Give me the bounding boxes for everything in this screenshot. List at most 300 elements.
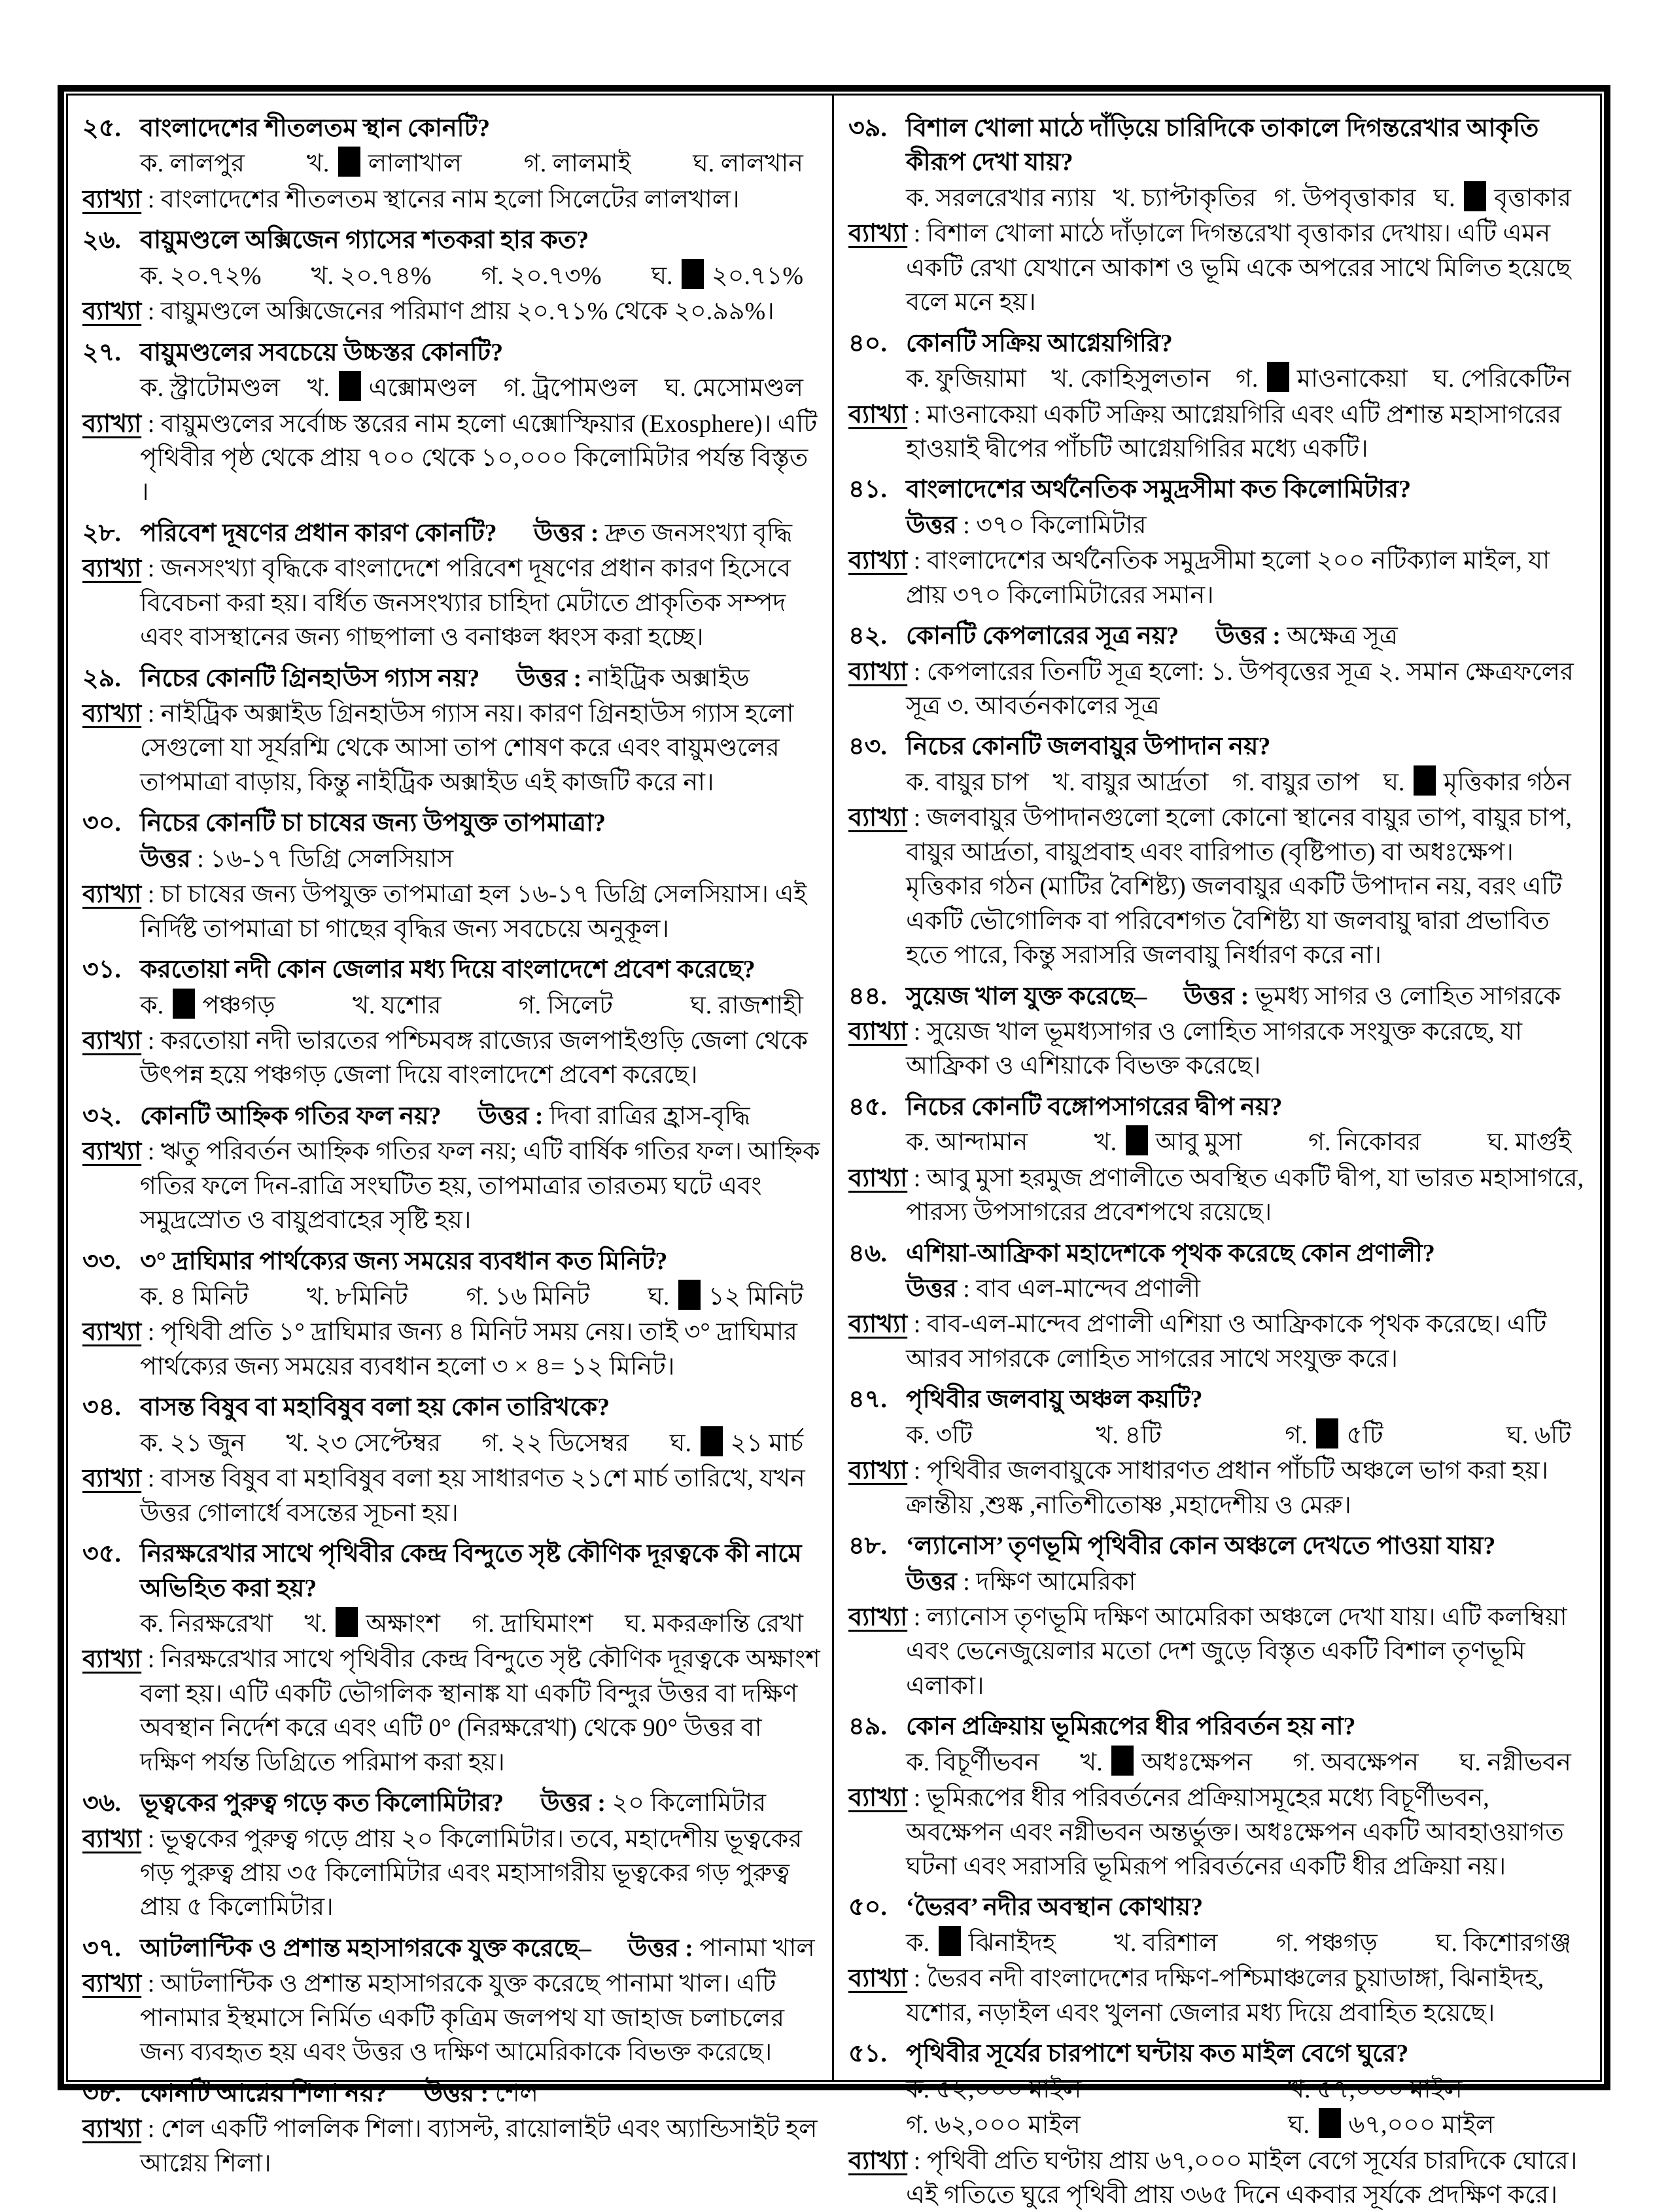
question-line (82, 516, 820, 550)
option (690, 989, 803, 1023)
correct-answer-marker (678, 1280, 701, 1310)
option-text: ২০.৭৪% (340, 262, 432, 290)
explanation-label: ব্যাখ্যা (82, 1465, 141, 1492)
question-block (848, 729, 1588, 972)
question-number: ৩৩. (82, 1244, 140, 1278)
option-text: ১৬ মিনিট (495, 1283, 589, 1310)
explanation-label: ব্যাখ্যা (848, 1457, 907, 1484)
inline-answer: উত্তর : শেল (423, 2080, 538, 2107)
option-label: ঘ. (1506, 1422, 1528, 1449)
question-number: ৪৯. (848, 1710, 906, 1744)
options-row (906, 765, 1588, 799)
question-number: ৪২. (848, 619, 906, 653)
explanation-line: ব্যাখ্যা : আবু মুসা হরমুজ প্রণালীতে অবস্থিত একটি দ্বীপ, যা ভারত মহাসাগরে, পারস্য উপসাগরের প্রবেশপথে রয়েছে। (848, 1161, 1588, 1230)
answer-label: উত্তর (423, 2080, 474, 2107)
option-label: ক. (906, 1422, 930, 1449)
answer-line: উত্তর : ৩৭০ কিলোমিটার (906, 508, 1588, 542)
option-label: ক. (906, 184, 930, 212)
explanation-label: ব্যাখ্যা (848, 1784, 907, 1812)
option (906, 1125, 1028, 1159)
option-label: খ. (1094, 1129, 1117, 1156)
correct-answer-marker (1126, 1125, 1148, 1155)
sheet-inner-border (66, 94, 1602, 2082)
question-number: ২৫. (82, 111, 140, 145)
question-line (848, 1090, 1588, 1124)
question-number: ২৯. (82, 661, 140, 695)
option-text: ৪ মিনিট (170, 1283, 249, 1310)
question-number: ৩৬. (82, 1786, 140, 1820)
answer-value: দক্ষিণ আমেরিকা (976, 1568, 1136, 1596)
option-label: ক. (140, 262, 164, 290)
explanation-text: পৃথিবীর জলবায়ুকে সাধারণত প্রধান পাঁচটি অঞ্চলে ভাগ করা হয়। ক্রান্তীয় ,শুষ্ক ,নাতিশীতোষ্ণ ,মহাদেশীয় ও মেরু। (906, 1457, 1548, 1519)
option (906, 1926, 1056, 1960)
option-text: সরলরেখার ন্যায় (936, 184, 1096, 212)
explanation-label: ব্যাখ্যা (82, 1027, 141, 1055)
option-label: ঘ. (1434, 184, 1455, 212)
correct-answer-marker (336, 1607, 358, 1637)
options-row (906, 1418, 1588, 1452)
option-text: ২১ জুন (170, 1430, 246, 1457)
question-text: নিরক্ষরেখার সাথে পৃথিবীর কেন্দ্র বিন্দুতে সৃষ্ট কৌণিক দূরত্বকে কী নামে অভিহিত করা হয়? (140, 1540, 802, 1602)
explanation-label: ব্যাখ্যা (82, 1645, 141, 1673)
option (140, 1426, 245, 1460)
explanation-text: চা চাষের জন্য উপযুক্ত তাপমাত্রা হল ১৬-১৭ ডিগ্রি সেলসিয়াস। এই নির্দিষ্ট তাপমাত্রা চা গাছের বৃদ্ধির জন্য সবচেয়ে অনুকূল। (140, 881, 807, 942)
explanation-text: শেল একটি পাললিক শিলা। ব্যাসল্ট, রায়োলাইট এবং অ্যান্ডিসাইট হল আগ্নেয় শিলা। (140, 2115, 817, 2177)
explanation-text: সুয়েজ খাল ভূমধ্যসাগর ও লোহিত সাগরকে সংযুক্ত করেছে, যা আফ্রিকা ও এশিয়াকে বিভক্ত করেছে। (906, 1018, 1522, 1080)
option-label: ক. (140, 1610, 164, 1638)
explanation-text: নিরক্ষরেখার সাথে পৃথিবীর কেন্দ্র বিন্দুতে সৃষ্ট কৌণিক দূরত্বকে অক্ষাংশ বলা হয়। এটি একটি ভৌগলিক স্থানাঙ্ক যা একটি বিন্দুর উত্তর বা দক্ষিণ অবস্থান নির্দেশ করে এবং এটি 0° (নিরক্ষরেখা) থেকে 90° উত্তর বা দক্ষিণ পর্যন্ত ডিগ্রিতে পরিমাপ করা হয়। (140, 1645, 820, 1776)
explanation-text: বায়ুমণ্ডলে অক্সিজেনের পরিমাণ প্রায় ২০.৭১% থেকে ২০.৯৯%। (161, 298, 774, 325)
option (481, 259, 602, 293)
question-line (82, 336, 820, 370)
option-text: কোহিসুলতান (1080, 365, 1211, 393)
question-text: বাসন্ত বিষুব বা মহাবিষুব বলা হয় কোন তারিখকে? (140, 1394, 610, 1421)
question-line (848, 1710, 1588, 1744)
option-text: বৃত্তাকার (1494, 184, 1571, 212)
explanation-text: নাইট্রিক অক্সাইড গ্রিনহাউস গ্যাস নয়। কারণ গ্রিনহাউস গ্যাস হলো সেগুলো যা সূর্যরশ্মি থেকে আসা তাপ শোষণ করে এবং বায়ুমণ্ডলের তাপমাত্রা বাড়ায়, কিন্তু নাইট্রিক অক্সাইড এই কাজটি করে না। (140, 700, 793, 796)
option (665, 371, 803, 405)
option-text: ফুজিয়ামা (936, 365, 1026, 393)
question-text: পরিবেশ দূষণের প্রধান কারণ কোনটি? (140, 519, 497, 547)
option-text: বরিশাল (1143, 1929, 1218, 1957)
option-text: ১২ মিনিট (708, 1283, 803, 1310)
answer-value: দ্রুত জনসংখ্যা বৃদ্ধি (605, 519, 792, 547)
explanation-line: ব্যাখ্যা : ঋতু পরিবর্তন আহ্নিক গতির ফল নয়; এটি বার্ষিক গতির ফল। আহ্নিক গতির ফলে দিন-রাত্রি সংঘটিত হয়, তাপমাত্রার তারতম্য ঘটে এবং সমুদ্রস্রোত ও বায়ুপ্রবাহের সৃষ্টি হয়। (82, 1134, 820, 1237)
explanation-text: জনসংখ্যা বৃদ্ধিকে বাংলাদেশে পরিবেশ দূষণের প্রধান কারণ হিসেবে বিবেচনা করা হয়। বর্ধিত জনসংখ্যার চাহিদা মেটাতে প্রাকৃতিক সম্পদ এবং বাসস্থানের জন্য গাছপালা ও বনাঞ্চল ধ্বংস করা হচ্ছে। (140, 555, 791, 651)
question-block (82, 953, 820, 1093)
question-text: ‘ল্যানোস’ তৃণভূমি পৃথিবীর কোন অঞ্চলে দেখতে পাওয়া যায়? (906, 1532, 1495, 1560)
option-text: আবু মুসা (1156, 1129, 1242, 1156)
option-label: ঘ. (1288, 2111, 1310, 2139)
option-text: ৬টি (1535, 1422, 1571, 1449)
question-block (82, 1931, 820, 2070)
option-label: ঘ. (1459, 1749, 1481, 1776)
question-text: কোনটি সক্রিয় আগ্নেয়গিরি? (906, 330, 1173, 357)
option-label: ঘ. (1487, 1129, 1509, 1156)
question-block (848, 1237, 1588, 1377)
question-text: নিচের কোনটি জলবায়ুর উপাদান নয়? (906, 733, 1270, 760)
answer-sheet (58, 85, 1610, 2090)
explanation-text: বাংলাদেশের শীতলতম স্থানের নাম হলো সিলেটের লালখাল। (161, 186, 740, 213)
answer-line: উত্তর : দক্ষিণ আমেরিকা (906, 1565, 1588, 1599)
question-line (82, 1786, 820, 1820)
explanation-label: ব্যাখ্যা (82, 1825, 141, 1853)
answer-value: ভূমধ্য সাগর ও লোহিত সাগরকে (1255, 983, 1561, 1010)
question-number: ৪০. (848, 326, 906, 360)
inline-answer: উত্তর : পানামা খাল (628, 1935, 815, 1962)
question-block (82, 111, 820, 217)
option-label: ক. (906, 1929, 930, 1957)
options-row (140, 1426, 820, 1460)
option-label: ঘ. (1383, 769, 1404, 796)
question-line (82, 111, 820, 145)
option-text: লালপুর (170, 150, 245, 177)
option-label: গ. (524, 150, 546, 177)
explanation-line: ব্যাখ্যা : বাব-এল-মান্দেব প্রণালী এশিয়া ও আফ্রিকাকে পৃথক করেছে। এটি আরব সাগরকে লোহিত সাগরের সাথে সংযুক্ত করে। (848, 1307, 1588, 1376)
question-line (848, 619, 1588, 653)
explanation-label: ব্যাখ্যা (82, 700, 141, 728)
option-label: ক. (906, 1749, 930, 1776)
question-block (848, 979, 1588, 1083)
correct-answer-marker (1267, 362, 1289, 392)
question-text: নিচের কোনটি চা চাষের জন্য উপযুক্ত তাপমাত্রা? (140, 809, 606, 837)
option-text: পেরিকেটিন (1461, 365, 1571, 393)
option-text: ২২ ডিসেম্বর (510, 1430, 629, 1457)
option-text: পঞ্চগড় (203, 992, 275, 1019)
question-line (82, 806, 820, 840)
question-block (82, 1390, 820, 1530)
options-row (906, 181, 1588, 215)
question-text: পৃথিবীর সূর্যের চারপাশে ঘন্টায় কত মাইল বেগে ঘুরে? (906, 2040, 1408, 2067)
column-right (834, 96, 1600, 2080)
question-text: ৩° দ্রাঘিমার পার্থক্যের জন্য সময়ের ব্যবধান কত মিনিট? (140, 1248, 667, 1275)
option-text: যশোর (381, 992, 442, 1019)
explanation-line: ব্যাখ্যা : জলবায়ুর উপাদানগুলো হলো কোনো স্থানের বায়ুর তাপ, বায়ুর চাপ, বায়ুর আর্দ্রতা, বায়ুপ্রবাহ এবং বারিপাত (বৃষ্টিপাত) বা অধঃক্ষেপ। মৃত্তিকার গঠন (মাটির বৈশিষ্ট্য) জলবায়ুর একটি উপাদান নয়, বরং এটি একটি ভৌগোলিক বা পরিবেশগত বৈশিষ্ট্য যা জলবায়ু দ্বারা প্রভাবিত হতে পারে, কিন্তু সরাসরি জলবায়ু নির্ধারণ করে না। (848, 801, 1588, 972)
question-block (848, 619, 1588, 723)
option (1080, 1746, 1252, 1780)
option-label: গ. (1274, 184, 1296, 212)
option-label: খ. (1113, 184, 1136, 212)
option (906, 362, 1026, 396)
option (1051, 362, 1210, 396)
question-block (848, 472, 1588, 612)
question-text: আটলান্টিক ও প্রশান্ত মহাসাগরকে যুক্ত করেছে– (140, 1935, 591, 1962)
option (1288, 2108, 1588, 2142)
option (519, 989, 613, 1023)
question-block (848, 2037, 1588, 2212)
answer-label: উত্তর (1183, 983, 1234, 1010)
explanation-label: ব্যাখ্যা (82, 186, 141, 213)
option-text: উপবৃত্তাকার (1302, 184, 1416, 212)
question-text: বাংলাদেশের শীতলতম স্থান কোনটি? (140, 114, 490, 142)
question-line (82, 1931, 820, 1965)
option (906, 1418, 973, 1452)
answer-label: উত্তর (516, 665, 567, 692)
options-row (140, 371, 820, 405)
explanation-line: ব্যাখ্যা : বাসন্ত বিষুব বা মহাবিষুব বলা হয় সাধারণত ২১শে মার্চ তারিখে, যখন উত্তর গোলার্ধে বসন্তের সূচনা হয়। (82, 1462, 820, 1530)
option-text: চ্যাপ্টাকৃতির (1142, 184, 1257, 212)
option-text: মার্গুই (1515, 1129, 1571, 1156)
option-label: খ. (1051, 365, 1073, 393)
question-number: ৪৪. (848, 979, 906, 1013)
explanation-label: ব্যাখ্যা (848, 1310, 907, 1338)
option-label: খ. (1114, 1929, 1136, 1957)
inline-answer: উত্তর : নাইট্রিক অক্সাইড (516, 665, 749, 692)
question-line (82, 2077, 820, 2111)
explanation-line: ব্যাখ্যা : বায়ুমণ্ডলে অক্সিজেনের পরিমাণ প্রায় ২০.৭১% থেকে ২০.৯৯%। (82, 294, 820, 328)
option-label: ঘ. (648, 1283, 669, 1310)
answer-line: উত্তর : ১৬-১৭ ডিগ্রি সেলসিয়াস (140, 842, 820, 876)
option-label: ক. (906, 365, 930, 393)
option-text: ২০.৭১% (712, 262, 803, 290)
answer-label: উত্তর (140, 845, 191, 873)
question-block (848, 1890, 1588, 2030)
option (648, 1280, 803, 1314)
option (140, 147, 245, 181)
option-text: ৫টি (1346, 1422, 1383, 1449)
option-text: রাজশাহী (718, 992, 803, 1019)
question-line (82, 1390, 820, 1424)
question-block (82, 661, 820, 800)
explanation-label: ব্যাখ্যা (82, 1138, 141, 1165)
explanation-label: ব্যাখ্যা (82, 881, 141, 908)
option-label: গ. (1285, 1422, 1307, 1449)
explanation-text: পৃথিবী প্রতি ১° দ্রাঘিমার জন্য ৪ মিনিট সময় নেয়। তাই ৩° দ্রাঘিমার পার্থক্যের জন্য সময়ের ব্যবধান হলো ৩ × ৪= ১২ মিনিট। (140, 1318, 797, 1380)
option-text: ২০.৭৩% (510, 262, 602, 290)
option-text: দ্রাঘিমাংশ (500, 1610, 593, 1638)
option-text: অক্ষাংশ (366, 1610, 440, 1638)
question-block (82, 1099, 820, 1238)
correct-answer-marker (701, 1426, 723, 1456)
option-label: খ. (1288, 2076, 1310, 2103)
option-label: খ. (353, 992, 375, 1019)
explanation-label: ব্যাখ্যা (848, 2147, 907, 2175)
question-block (82, 1244, 820, 1384)
answer-label: উত্তর (534, 519, 585, 547)
question-number: ৩৫. (82, 1537, 140, 1571)
options-row (140, 147, 820, 181)
explanation-text: পৃথিবী প্রতি ঘণ্টায় প্রায় ৬৭,০০০ মাইল বেগে সূর্যের চারদিকে ঘোরে। এই গতিতে ঘুরে পৃথিবী প্রায় ৩৬৫ দিনে একবার সূর্যকে প্রদক্ষিণ করে। (906, 2147, 1577, 2209)
correct-answer-marker (1316, 1418, 1338, 1448)
question-number: ৪৭. (848, 1382, 906, 1416)
correct-answer-marker (173, 989, 195, 1019)
option (906, 1746, 1039, 1780)
option (504, 371, 638, 405)
explanation-text: মাওনাকেয়া একটি সক্রিয় আগ্নেয়গিরি এবং এটি প্রশান্ত মহাসাগরের হাওয়াই দ্বীপের পাঁচটি আগ্নেয়গিরির মধ্যে একটি। (906, 401, 1561, 463)
option (1274, 181, 1416, 215)
option-label: ঘ. (665, 374, 686, 402)
question-number: ২৮. (82, 516, 140, 550)
question-text: নিচের কোনটি বঙ্গোপসাগরের দ্বীপ নয়? (906, 1093, 1282, 1121)
explanation-text: বিশাল খোলা মাঠে দাঁড়ালে দিগন্তরেখা বৃত্তাকার দেখায়। এটি এমন একটি রেখা যেখানে আকাশ ও ভূমি একে অপরের সাথে মিলিত হয়েছে বলে মনে হয়। (906, 220, 1571, 316)
question-number: ২৭. (82, 336, 140, 370)
option-label: গ. (1232, 769, 1255, 796)
option (140, 1607, 273, 1641)
option-label: ক. (906, 1129, 930, 1156)
option (472, 1607, 593, 1641)
option-label: ঘ. (625, 1610, 646, 1638)
option (140, 1280, 249, 1314)
question-number: ৩৭. (82, 1931, 140, 1965)
question-text: কোনটি আহ্নিক গতির ফল নয়? (140, 1102, 442, 1130)
correct-answer-marker (1111, 1746, 1134, 1776)
option (307, 147, 462, 181)
option-text: ৬৭,০০০ মাইল (1349, 2111, 1495, 2139)
answer-value: নাইট্রিক অক্সাইড (588, 665, 750, 692)
option (1276, 1926, 1378, 1960)
question-text: পৃথিবীর জলবায়ু অঞ্চল কয়টি? (906, 1386, 1203, 1413)
question-number: ৪৬. (848, 1237, 906, 1271)
option-text: ২১ মার্চ (731, 1430, 804, 1457)
option-label: ঘ. (690, 992, 712, 1019)
option (1232, 765, 1359, 799)
option (140, 259, 262, 293)
option (906, 2108, 1288, 2142)
explanation-label: ব্যাখ্যা (82, 298, 141, 325)
explanation-line: ব্যাখ্যা : ভূত্বকের পুরুত্ব গড়ে প্রায় ২০ কিলোমিটার। তবে, মহাদেশীয় ভূত্বকের গড় পুরুত্ব প্রায় ৩৫ কিলোমিটার এবং মহাসাগরীয় ভূত্বকের গড় পুরুত্ব প্রায় ৫ কিলোমিটার। (82, 1822, 820, 1925)
option (311, 259, 432, 293)
explanation-line: ব্যাখ্যা : কেপলারের তিনটি সূত্র হলো: ১. উপবৃত্তের সূত্র ২. সমান ক্ষেত্রফলের সূত্র ৩. আবর্তনকালের সূত্র (848, 655, 1588, 724)
option-label: ক. (140, 374, 164, 402)
options-row (906, 1125, 1588, 1159)
option-label: ঘ. (670, 1430, 691, 1457)
option (1459, 1746, 1571, 1780)
question-number: ৩৪. (82, 1390, 140, 1424)
correct-answer-marker (1414, 765, 1436, 796)
question-number: ৪৫. (848, 1090, 906, 1124)
option (1383, 765, 1571, 799)
option-label: গ. (481, 1430, 504, 1457)
question-text: এশিয়া-আফ্রিকা মহাদেশকে পৃথক করেছে কোন প্রণালী? (906, 1240, 1435, 1267)
answer-label: উত্তর (478, 1102, 529, 1130)
question-block (848, 1529, 1588, 1703)
question-block (82, 2077, 820, 2181)
option-text: ৩টি (936, 1422, 973, 1449)
option-text: মকরক্রান্তি রেখা (653, 1610, 803, 1638)
option (1285, 1418, 1383, 1452)
explanation-label: ব্যাখ্যা (82, 2115, 141, 2143)
explanation-line: ব্যাখ্যা : শেল একটি পাললিক শিলা। ব্যাসল্ট, রায়োলাইট এবং অ্যান্ডিসাইট হল আগ্নেয় শিলা। (82, 2112, 820, 2181)
question-text: করতোয়া নদী কোন জেলার মধ্য দিয়ে বাংলাদেশে প্রবেশ করেছে? (140, 956, 756, 983)
option (286, 1426, 441, 1460)
option-label: ঘ. (652, 262, 673, 290)
question-line (848, 1237, 1588, 1271)
explanation-text: বাংলাদেশের অর্থনৈতিক সমুদ্রসীমা হলো ২০০ নটিক্যাল মাইল, যা প্রায় ৩৭০ কিলোমিটারের সমান। (906, 547, 1550, 608)
question-line (848, 1890, 1588, 1924)
option (625, 1607, 803, 1641)
option-text: এক্সোমণ্ডল (369, 374, 477, 402)
option-label: খ. (304, 1610, 326, 1638)
options-row (140, 989, 820, 1023)
explanation-label: ব্যাখ্যা (848, 1965, 907, 1992)
question-line (848, 1382, 1588, 1416)
question-line (848, 979, 1588, 1013)
explanation-label: ব্যাখ্যা (848, 1018, 907, 1045)
answer-value: শেল (495, 2080, 538, 2107)
option (906, 765, 1029, 799)
question-number: ৩৯. (848, 111, 906, 145)
explanation-line: ব্যাখ্যা : চা চাষের জন্য উপযুক্ত তাপমাত্রা হল ১৬-১৭ ডিগ্রি সেলসিয়াস। এই নির্দিষ্ট তাপমাত্রা চা গাছের বৃদ্ধির জন্য সবচেয়ে অনুকূল। (82, 877, 820, 946)
explanation-text: ঋতু পরিবর্তন আহ্নিক গতির ফল নয়; এটি বার্ষিক গতির ফল। আহ্নিক গতির ফলে দিন-রাত্রি সংঘটিত হয়, তাপমাত্রার তারতম্য ঘটে এবং সমুদ্রস্রোত ও বায়ুপ্রবাহের সৃষ্টি হয়। (140, 1138, 820, 1234)
option (906, 2073, 1288, 2107)
option-label: ক. (906, 2076, 930, 2103)
question-line (82, 223, 820, 257)
option-label: ঘ. (1436, 1929, 1457, 1957)
option-label: গ. (472, 1610, 494, 1638)
option-text: বায়ুর চাপ (936, 769, 1029, 796)
options-row (906, 1926, 1588, 1960)
option-text: বায়ুর আর্দ্রতা (1081, 769, 1208, 796)
option (1114, 1926, 1218, 1960)
option-label: ঘ. (693, 150, 714, 177)
option-text: বায়ুর তাপ (1261, 769, 1359, 796)
explanation-text: ভূত্বকের পুরুত্ব গড়ে প্রায় ২০ কিলোমিটার। তবে, মহাদেশীয় ভূত্বকের গড় পুরুত্ব প্রায় ৩৫ কিলোমিটার এবং মহাসাগরীয় ভূত্বকের গড় পুরুত্ব প্রায় ৫ কিলোমিটার। (140, 1825, 802, 1922)
question-text: বিশাল খোলা মাঠে দাঁড়িয়ে চারিদিকে তাকালে দিগন্তরেখার আকৃতি কীরূপ দেখা যায়? (906, 114, 1538, 176)
option-text: নগ্নীভবন (1487, 1749, 1571, 1776)
answer-value: দিবা রাত্রির হ্রাস-বৃদ্ধি (549, 1102, 750, 1130)
option (140, 989, 275, 1023)
explanation-label: ব্যাখ্যা (82, 410, 141, 438)
question-block (82, 223, 820, 328)
option (1288, 2073, 1588, 2107)
question-text: নিচের কোনটি গ্রিনহাউস গ্যাস নয়? (140, 665, 479, 692)
option-label: ক. (140, 150, 164, 177)
options-row (140, 1607, 820, 1641)
explanation-text: ভূমিরূপের ধীর পরিবর্তনের প্রক্রিয়াসমূহের মধ্যে বিচূর্ণীভবন, অবক্ষেপন এবং নগ্নীভবন অন্তর্ভুক্ত। অধঃক্ষেপন একটি আবহাওয়াগত ঘটনা এবং সরাসরি ভূমিরূপ পরিবর্তনের একটি ধীর প্রক্রিয়া নয়। (906, 1784, 1564, 1880)
question-text: বায়ুমণ্ডলে অক্সিজেন গ্যাসের শতকরা হার কত? (140, 226, 589, 254)
question-number: ৪১. (848, 472, 906, 506)
explanation-line: ব্যাখ্যা : পৃথিবীর জলবায়ুকে সাধারণত প্রধান পাঁচটি অঞ্চলে ভাগ করা হয়। ক্রান্তীয় ,শুষ্ক ,নাতিশীতোষ্ণ ,মহাদেশীয় ও মেরু। (848, 1454, 1588, 1522)
explanation-text: আটলান্টিক ও প্রশান্ত মহাসাগরকে যুক্ত করেছে পানামা খাল। এটি পানামার ইস্থমাসে নির্মিত একটি কৃত্রিম জলপথ যা জাহাজ চলাচলের জন্য ব্যবহৃত হয় এবং উত্তর ও দক্ষিণ আমেরিকাকে বিভক্ত করেছে। (140, 1970, 784, 2066)
option-label: খ. (286, 1430, 308, 1457)
option-label: গ. (1276, 1929, 1298, 1957)
option (1096, 1418, 1162, 1452)
question-line (848, 1529, 1588, 1563)
option (693, 147, 803, 181)
option-label: গ. (481, 262, 504, 290)
explanation-line: ব্যাখ্যা : করতোয়া নদী ভারতের পশ্চিমবঙ্গ রাজ্যের জলপাইগুড়ি জেলা থেকে উৎপন্ন হয়ে পঞ্চগড় জেলা দিয়ে বাংলাদেশে প্রবেশ করেছে। (82, 1024, 820, 1093)
correct-answer-marker (682, 259, 704, 289)
explanation-label: ব্যাখ্যা (82, 1318, 141, 1346)
option (1293, 1746, 1419, 1780)
option (1052, 765, 1208, 799)
explanation-label: ব্যাখ্যা (82, 555, 141, 582)
option-text: ঝিনাইদহ (969, 1929, 1056, 1957)
question-line (82, 953, 820, 987)
option (1094, 1125, 1242, 1159)
explanation-line: ব্যাখ্যা : ভূমিরূপের ধীর পরিবর্তনের প্রক্রিয়াসমূহের মধ্যে বিচূর্ণীভবন, অবক্ষেপন এবং নগ্নীভবন অন্তর্ভুক্ত। অধঃক্ষেপন একটি আবহাওয়াগত ঘটনা এবং সরাসরি ভূমিরূপ পরিবর্তনের একটি ধীর প্রক্রিয়া নয়। (848, 1781, 1588, 1884)
option (1506, 1418, 1571, 1452)
correct-answer-marker (1319, 2108, 1341, 2138)
answer-label: উত্তর (906, 512, 957, 539)
answer-value: বাব এল-মান্দেব প্রণালী (976, 1275, 1200, 1303)
answer-value: ১৬-১৭ ডিগ্রি সেলসিয়াস (210, 845, 453, 873)
option-text: মেসোমণ্ডল (692, 374, 803, 402)
question-number: ৩১. (82, 953, 140, 987)
question-block (82, 336, 820, 510)
correct-answer-marker (338, 147, 360, 177)
answer-value: পানামা খাল (699, 1935, 814, 1962)
options-row (906, 362, 1588, 396)
option-label: গ. (906, 2111, 928, 2139)
option-text: ২০.৭২% (170, 262, 262, 290)
option-label: খ. (307, 150, 329, 177)
explanation-label: ব্যাখ্যা (848, 547, 907, 574)
question-block (82, 806, 820, 946)
question-line (848, 729, 1588, 764)
option-text: নিরক্ষরেখা (170, 1610, 273, 1638)
option-label: ঘ. (1433, 365, 1454, 393)
